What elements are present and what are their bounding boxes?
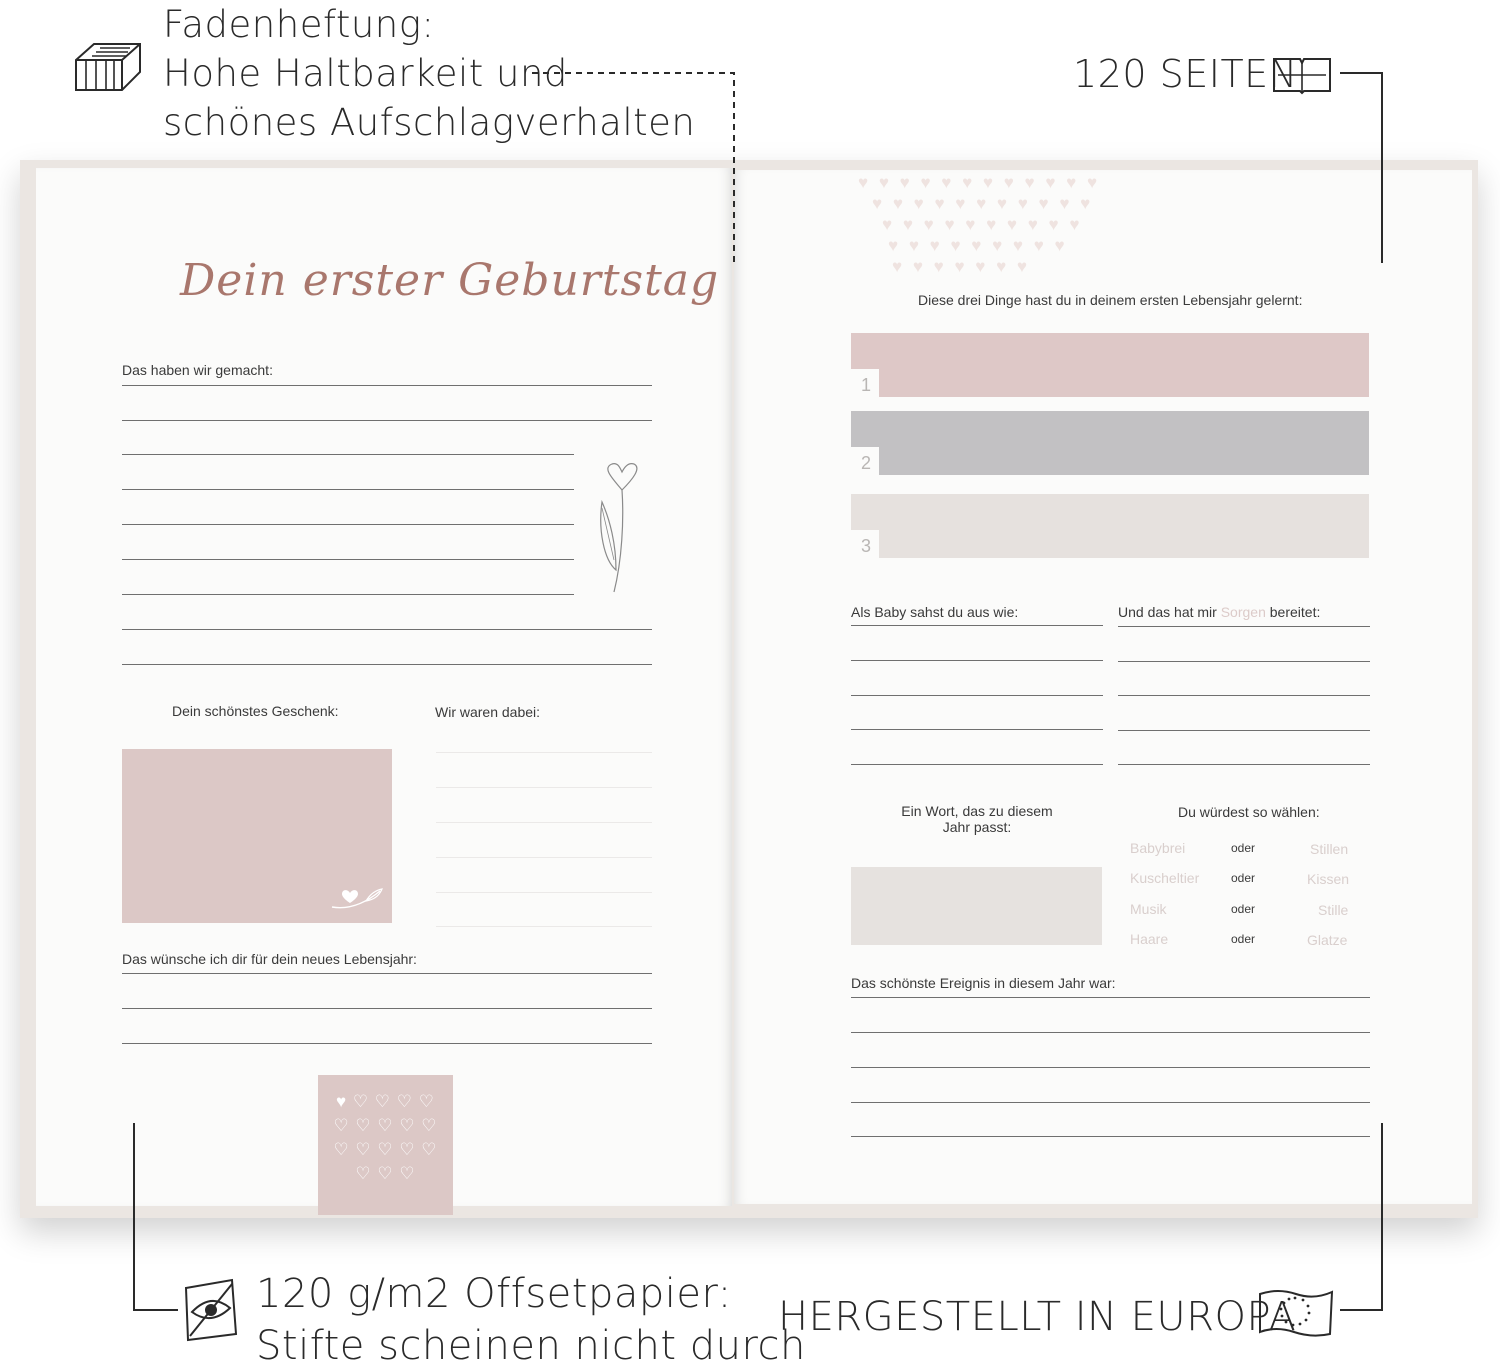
event-label: Das schönste Ereignis in diesem Jahr war:	[851, 975, 1116, 991]
learned-band-3	[851, 494, 1369, 558]
writing-line	[1118, 695, 1370, 696]
writing-line	[122, 385, 652, 386]
gift-label: Dein schönstes Geschenk:	[172, 703, 339, 719]
name-line	[436, 892, 652, 893]
did-label: Das haben wir gemacht:	[122, 362, 273, 378]
band-number: 1	[861, 375, 872, 395]
writing-line	[1118, 661, 1370, 662]
writing-line	[122, 524, 574, 525]
thread-callout	[163, 0, 695, 147]
learned-band-2	[851, 411, 1369, 475]
heart-row: ♥ ♥ ♥ ♥ ♥ ♥ ♥	[892, 257, 1030, 276]
writing-line	[122, 489, 574, 490]
choice-or: oder	[1231, 932, 1256, 946]
heart-row: ♥ ♥ ♥ ♥ ♥ ♥ ♥ ♥ ♥ ♥	[882, 215, 1083, 234]
writing-line	[851, 695, 1103, 696]
writing-line	[1118, 626, 1370, 627]
writing-line	[1118, 730, 1370, 731]
word-label-line2: Jahr passt:	[942, 819, 1012, 835]
heart-pattern-tile	[318, 1075, 453, 1215]
europe-leader-line	[1340, 1123, 1382, 1310]
choice-right: Stillen	[1310, 841, 1349, 857]
choice-or: oder	[1231, 902, 1256, 916]
writing-line	[1118, 764, 1370, 765]
writing-line	[851, 1067, 1370, 1068]
writing-line	[851, 1136, 1370, 1137]
writing-line	[851, 1102, 1370, 1103]
writing-line	[122, 973, 652, 974]
europe-callout: HERGESTELLT IN EUROPA	[778, 1294, 1297, 1340]
choice-left: Musik	[1130, 901, 1167, 917]
name-line	[436, 822, 652, 823]
hearts-pattern	[858, 172, 1158, 277]
thread-callout-line1: Fadenheftung:	[163, 3, 435, 46]
word-label-line1: Ein Wort, das zu diesem	[901, 803, 1053, 819]
choice-left: Babybrei	[1130, 840, 1186, 856]
paper-leader-line	[134, 1123, 178, 1310]
writing-line	[122, 664, 652, 665]
writing-line	[851, 1032, 1370, 1033]
gift-photo-box	[122, 749, 392, 923]
name-line	[436, 752, 652, 753]
choice-left: Kuscheltier	[1130, 870, 1200, 886]
choice-or: oder	[1231, 841, 1256, 855]
worries-prefix: Und das hat mir	[1118, 604, 1217, 620]
paper-callout	[256, 1268, 806, 1364]
baby-label: Als Baby sahst du aus wie:	[851, 604, 1019, 620]
writing-line	[122, 629, 652, 630]
thread-callout-line2: Hohe Haltbarkeit und	[163, 52, 568, 95]
choice-left: Haare	[1130, 931, 1169, 947]
writing-line	[122, 1008, 652, 1009]
writing-line	[122, 420, 652, 421]
pages-callout: 120 SEITEN	[1073, 52, 1298, 96]
heart-leaf-icon	[330, 885, 384, 911]
worries-suffix: bereitet:	[1269, 604, 1321, 620]
choice-right: Kissen	[1307, 871, 1350, 887]
writing-line	[851, 625, 1103, 626]
heart-row: ♥ ♥ ♥ ♥ ♥ ♥ ♥ ♥ ♥	[888, 236, 1068, 255]
writing-line	[851, 660, 1103, 661]
choice-or: oder	[1231, 871, 1256, 885]
band-number: 3	[861, 536, 872, 556]
present-label: Wir waren dabei:	[435, 704, 541, 720]
choice-right: Stille	[1318, 902, 1349, 918]
writing-line	[122, 454, 574, 455]
writing-line	[122, 594, 574, 595]
writing-line	[851, 997, 1370, 998]
heart-row: ♥ ♥ ♥ ♥ ♥ ♥ ♥ ♥ ♥ ♥ ♥	[872, 194, 1094, 213]
heart-row: ♥ ♡ ♡ ♡ ♡	[336, 1092, 435, 1111]
writing-line	[122, 1043, 652, 1044]
paper-callout-line2: Stifte scheinen nicht durch	[256, 1323, 806, 1364]
word-label	[901, 803, 1053, 835]
pages-leader-line	[1340, 73, 1382, 263]
book-binding-icon	[70, 38, 144, 94]
heart-row: ♡ ♡ ♡ ♡ ♡	[333, 1116, 438, 1135]
worries-word: Sorgen	[1220, 604, 1266, 620]
flower-heart-icon	[594, 460, 644, 600]
name-line	[436, 787, 652, 788]
heart-row: ♡ ♡ ♡ ♡ ♡	[333, 1140, 438, 1159]
learned-band-1	[851, 333, 1369, 397]
name-line	[436, 857, 652, 858]
writing-line	[122, 559, 574, 560]
wish-label: Das wünsche ich dir für dein neues Lebensjahr:	[122, 951, 417, 967]
page-title: Dein erster Geburtstag	[180, 255, 720, 306]
writing-line	[851, 764, 1103, 765]
choice-right: Glatze	[1307, 932, 1348, 948]
things-label: Diese drei Dinge hast du in deinem ersten Lebensjahr gelernt:	[918, 292, 1303, 308]
heart-row: ♥ ♥ ♥ ♥ ♥ ♥ ♥ ♥ ♥ ♥ ♥ ♥	[858, 173, 1101, 192]
paper-callout-line1: 120 g/m2 Offsetpapier:	[256, 1271, 732, 1317]
eye-crossed-icon	[182, 1278, 240, 1342]
thread-callout-line3: schönes Aufschlagverhalten	[163, 101, 696, 144]
name-line	[436, 926, 652, 927]
word-box	[851, 867, 1102, 945]
writing-line	[851, 729, 1103, 730]
choose-label: Du würdest so wählen:	[1178, 804, 1320, 820]
heart-row: ♡ ♡ ♡	[355, 1164, 416, 1183]
band-number: 2	[861, 453, 872, 473]
worries-label	[1118, 604, 1320, 620]
